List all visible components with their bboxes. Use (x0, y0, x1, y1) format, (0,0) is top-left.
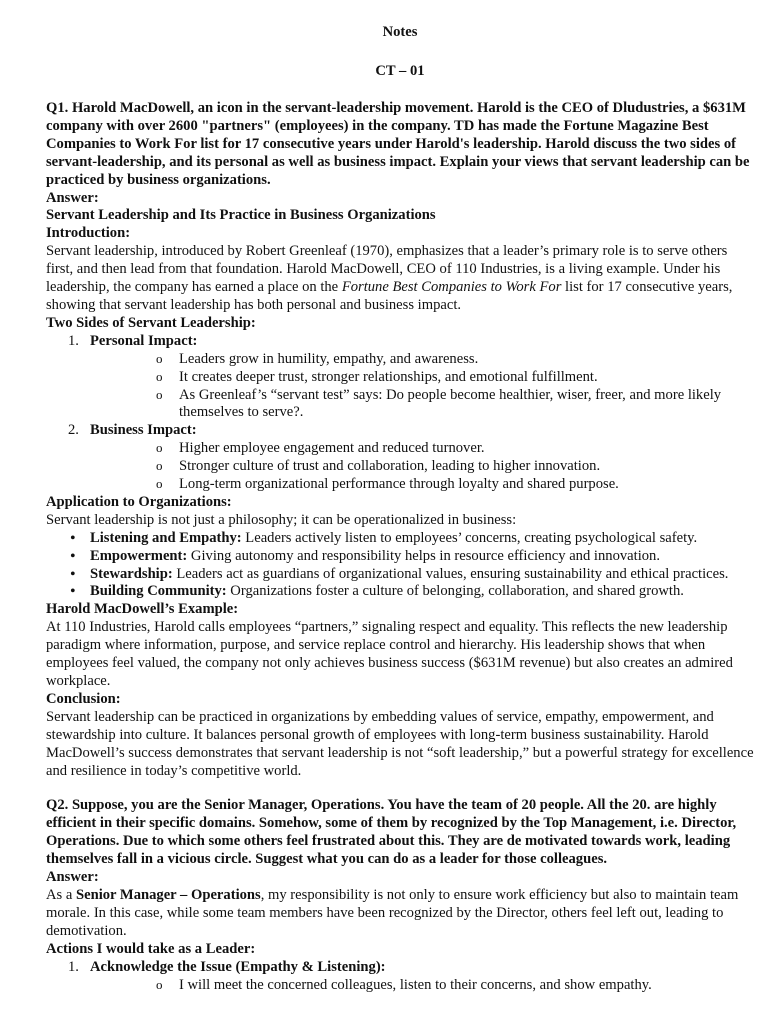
bullet-listening: • Listening and Empathy: Leaders actively listen to employees’ concerns, creating psychological safety. (46, 530, 758, 548)
intro-paragraph: Servant leadership, introduced by Robert Greenleaf (1970), emphasizes that a leader’s primary role is to serve others first, and then lead from that foundation. Harold MacDowell, CEO of 110 Industries, is a living example. Under his leadership, the company has earned a place on the Fortune Best Companies to Work For list for 17 consecutive years, showing that servant leadership has both personal and business impact. (46, 243, 733, 313)
q2-answer-label: Answer: (46, 869, 99, 886)
example-label: Harold MacDowell’s Example: (46, 601, 239, 618)
document-subtitle: CT – 01 (375, 63, 425, 79)
application-label: Application to Organizations: (46, 493, 232, 510)
list-item: o I will meet the concerned colleagues, listen to their concerns, and show empathy. (90, 977, 758, 995)
q2-question-part-1: Q2. Suppose, you are the Senior Manager, Operations. You have the team of 20 people. All the 20. are highly efficient in their specific domains. Somehow, some of them by recognized by the Top Management, i.e. Director, (46, 797, 737, 832)
list-item-personal-impact: 1. Personal Impact: o Leaders grow in humility, empathy, and awareness. o It creates deeper trust, stronger relationships, and emotional fulfillment. o As Greenleaf’s “servant test” says: Do people become healthier, wiser, freer, and more likely themselves to serve?. (46, 333, 758, 423)
list-item: o As Greenleaf’s “servant test” says: Do people become healthier, wiser, freer, and more likely themselves to serve?. (90, 387, 758, 423)
conclusion-paragraph: Servant leadership can be practiced in organizations by embedding values of service, empathy, empowerment, and stewardship into culture. It balances personal growth of employees with long-term business sustainability. Harold MacDowell’s success demonstrates that servant leadership is not “soft leadership,” but a powerful strategy for excellence and resilience in today’s competitive world. (46, 708, 754, 779)
list-item: o It creates deeper trust, stronger relationships, and emotional fulfillment. (90, 369, 758, 387)
conclusion-label: Conclusion: (46, 690, 121, 707)
fortune-list-title: Fortune Best Companies to Work For (341, 279, 562, 296)
list-item: o Stronger culture of trust and collaboration, leading to higher innovation. (90, 458, 758, 476)
intro-label: Introduction: (46, 225, 131, 242)
bullet-community: • Building Community: Organizations foster a culture of belonging, collaboration, and shared growth. (46, 583, 758, 601)
application-intro: Servant leadership is not just a philosophy; it can be operationalized in business: (46, 511, 517, 528)
list-item: o Higher employee engagement and reduced turnover. (90, 440, 758, 458)
list-item-acknowledge-issue: 1. Acknowledge the Issue (Empathy & Listening): o I will meet the concerned colleagues, listen to their concerns, and show empathy. (46, 959, 758, 995)
actions-label: Actions I would take as a Leader: (46, 940, 256, 957)
q1-question: Q1. Harold MacDowell, an icon in the servant-leadership movement. Harold is the CEO of Dludustries, a $631M company with over 2600 "partners" (employees) in the company. TD has made the Fortune Magazine Best Companies to Work For list for 17 consecutive years under Harold's leadership. Harold discuss the two sides of servant-leadership, and its personal as well as business impact. Explain your views that servant leadership can be practiced by business organizations. (46, 100, 750, 188)
bullet-stewardship: • Stewardship: Leaders act as guardians of organizational values, ensuring sustainability and ethical practices. (46, 566, 758, 584)
q2-answer-paragraph: As a Senior Manager – Operations, my responsibility is not only to ensure work efficiency but also to maintain team morale. In this case, while some team members have been recognized by the Director, others feel left out, leading to demotivation. (46, 886, 739, 939)
list-item: o Leaders grow in humility, empathy, and awareness. (90, 351, 758, 369)
actions-list (46, 959, 758, 995)
list-item-business-impact: 2. Business Impact: o Higher employee engagement and reduced turnover. o Stronger culture of trust and collaboration, leading to higher innovation. o Long-term organizational performance through loyalty and shared purpose. (46, 422, 758, 494)
example-paragraph: At 110 Industries, Harold calls employees “partners,” signaling respect and equality. This reflects the new leadership paradigm where information, purpose, and service replace control and hierarchy. His leadership shows that when employees feel valued, the company not only achieves business success ($631M revenue) but also creates an admired workplace. (46, 619, 733, 689)
two-sides-label: Two Sides of Servant Leadership: (46, 314, 256, 331)
q1-answer-label: Answer: (46, 189, 99, 206)
document-title: Notes (382, 24, 418, 40)
q2-question-part-2: Operations. Due to which some others feel frustrated about this. They are de motivated towards work, leading themselves fall in a vicious circle. Suggest what you can do as a leader for those colleagues. (46, 833, 731, 868)
two-sides-list (46, 333, 758, 494)
document-body (46, 100, 758, 994)
list-item: o Long-term organizational performance through loyalty and shared purpose. (90, 476, 758, 494)
bullet-empowerment: • Empowerment: Giving autonomy and responsibility helps in resource efficiency and innovation. (46, 548, 758, 566)
q1-heading: Servant Leadership and Its Practice in Business Organizations (46, 207, 436, 224)
application-bullets (46, 530, 758, 602)
